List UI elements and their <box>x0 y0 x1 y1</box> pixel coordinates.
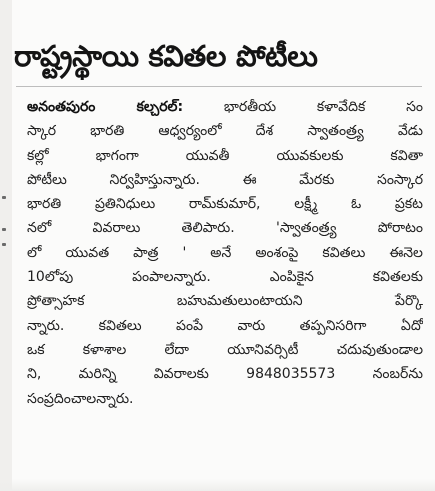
article-line: నలో వివరాలు తెలిపారు. 'స్వాతంత్ర్య పోరాటం <box>27 220 423 237</box>
page-bottom-shadow <box>0 479 435 491</box>
adjacent-column-fragment <box>2 243 6 246</box>
article-line: సంప్రదించాలన్నారు. <box>27 390 134 407</box>
article-line: లో యువత పాత్ర ' అనే అంశంపై కవితలు ఈనెల <box>27 244 423 261</box>
article-line: పోటీలు నిర్వహిస్తున్నారు. ఈ మేరకు సంస్కార <box>27 171 423 188</box>
article-headline: రాష్ట్రస్థాయి కవితల పోటీలు <box>14 39 318 73</box>
headline-divider <box>16 86 422 87</box>
article-line <box>27 95 423 119</box>
article-line: ఒక కళాశాల లేదా యూనివర్సిటీ చదువుతుండాల <box>27 341 423 358</box>
adjacent-column-fragment <box>2 196 6 199</box>
article-line-text: భారతీయ కళావేదిక సం <box>183 99 423 115</box>
article-line: స్కార భారతి ఆధ్వర్యంలో దేశ స్వాతంత్ర్య వేడు <box>27 123 423 140</box>
article-line: ని, మరిన్ని వివరాలకు 9848035573 నంబర్‌ను <box>27 366 423 383</box>
article-body <box>27 95 423 411</box>
article-line: 10లోపు పంపాలన్నారు. ఎంపికైన కవితలకు <box>27 269 423 286</box>
article-line: కల్లో భాగంగా యువతీ యువకులకు కవితా <box>27 147 423 164</box>
adjacent-column-edge <box>0 0 12 491</box>
article-line: ప్రోత్సాహక బహుమతులుంటాయని పేర్కొ <box>27 293 423 310</box>
article-line: న్నారు. కవితలు పంపే వారు తప్పనిసరిగా ఏదో <box>27 317 423 334</box>
article-line: భారతి ప్రతినిధులు రామ్‌కుమార్, లక్ష్మీ ఓ ప్రకట <box>27 196 423 213</box>
article-dateline: అనంతపురం కల్చరల్: <box>27 99 184 115</box>
adjacent-column-fragment <box>2 228 6 231</box>
